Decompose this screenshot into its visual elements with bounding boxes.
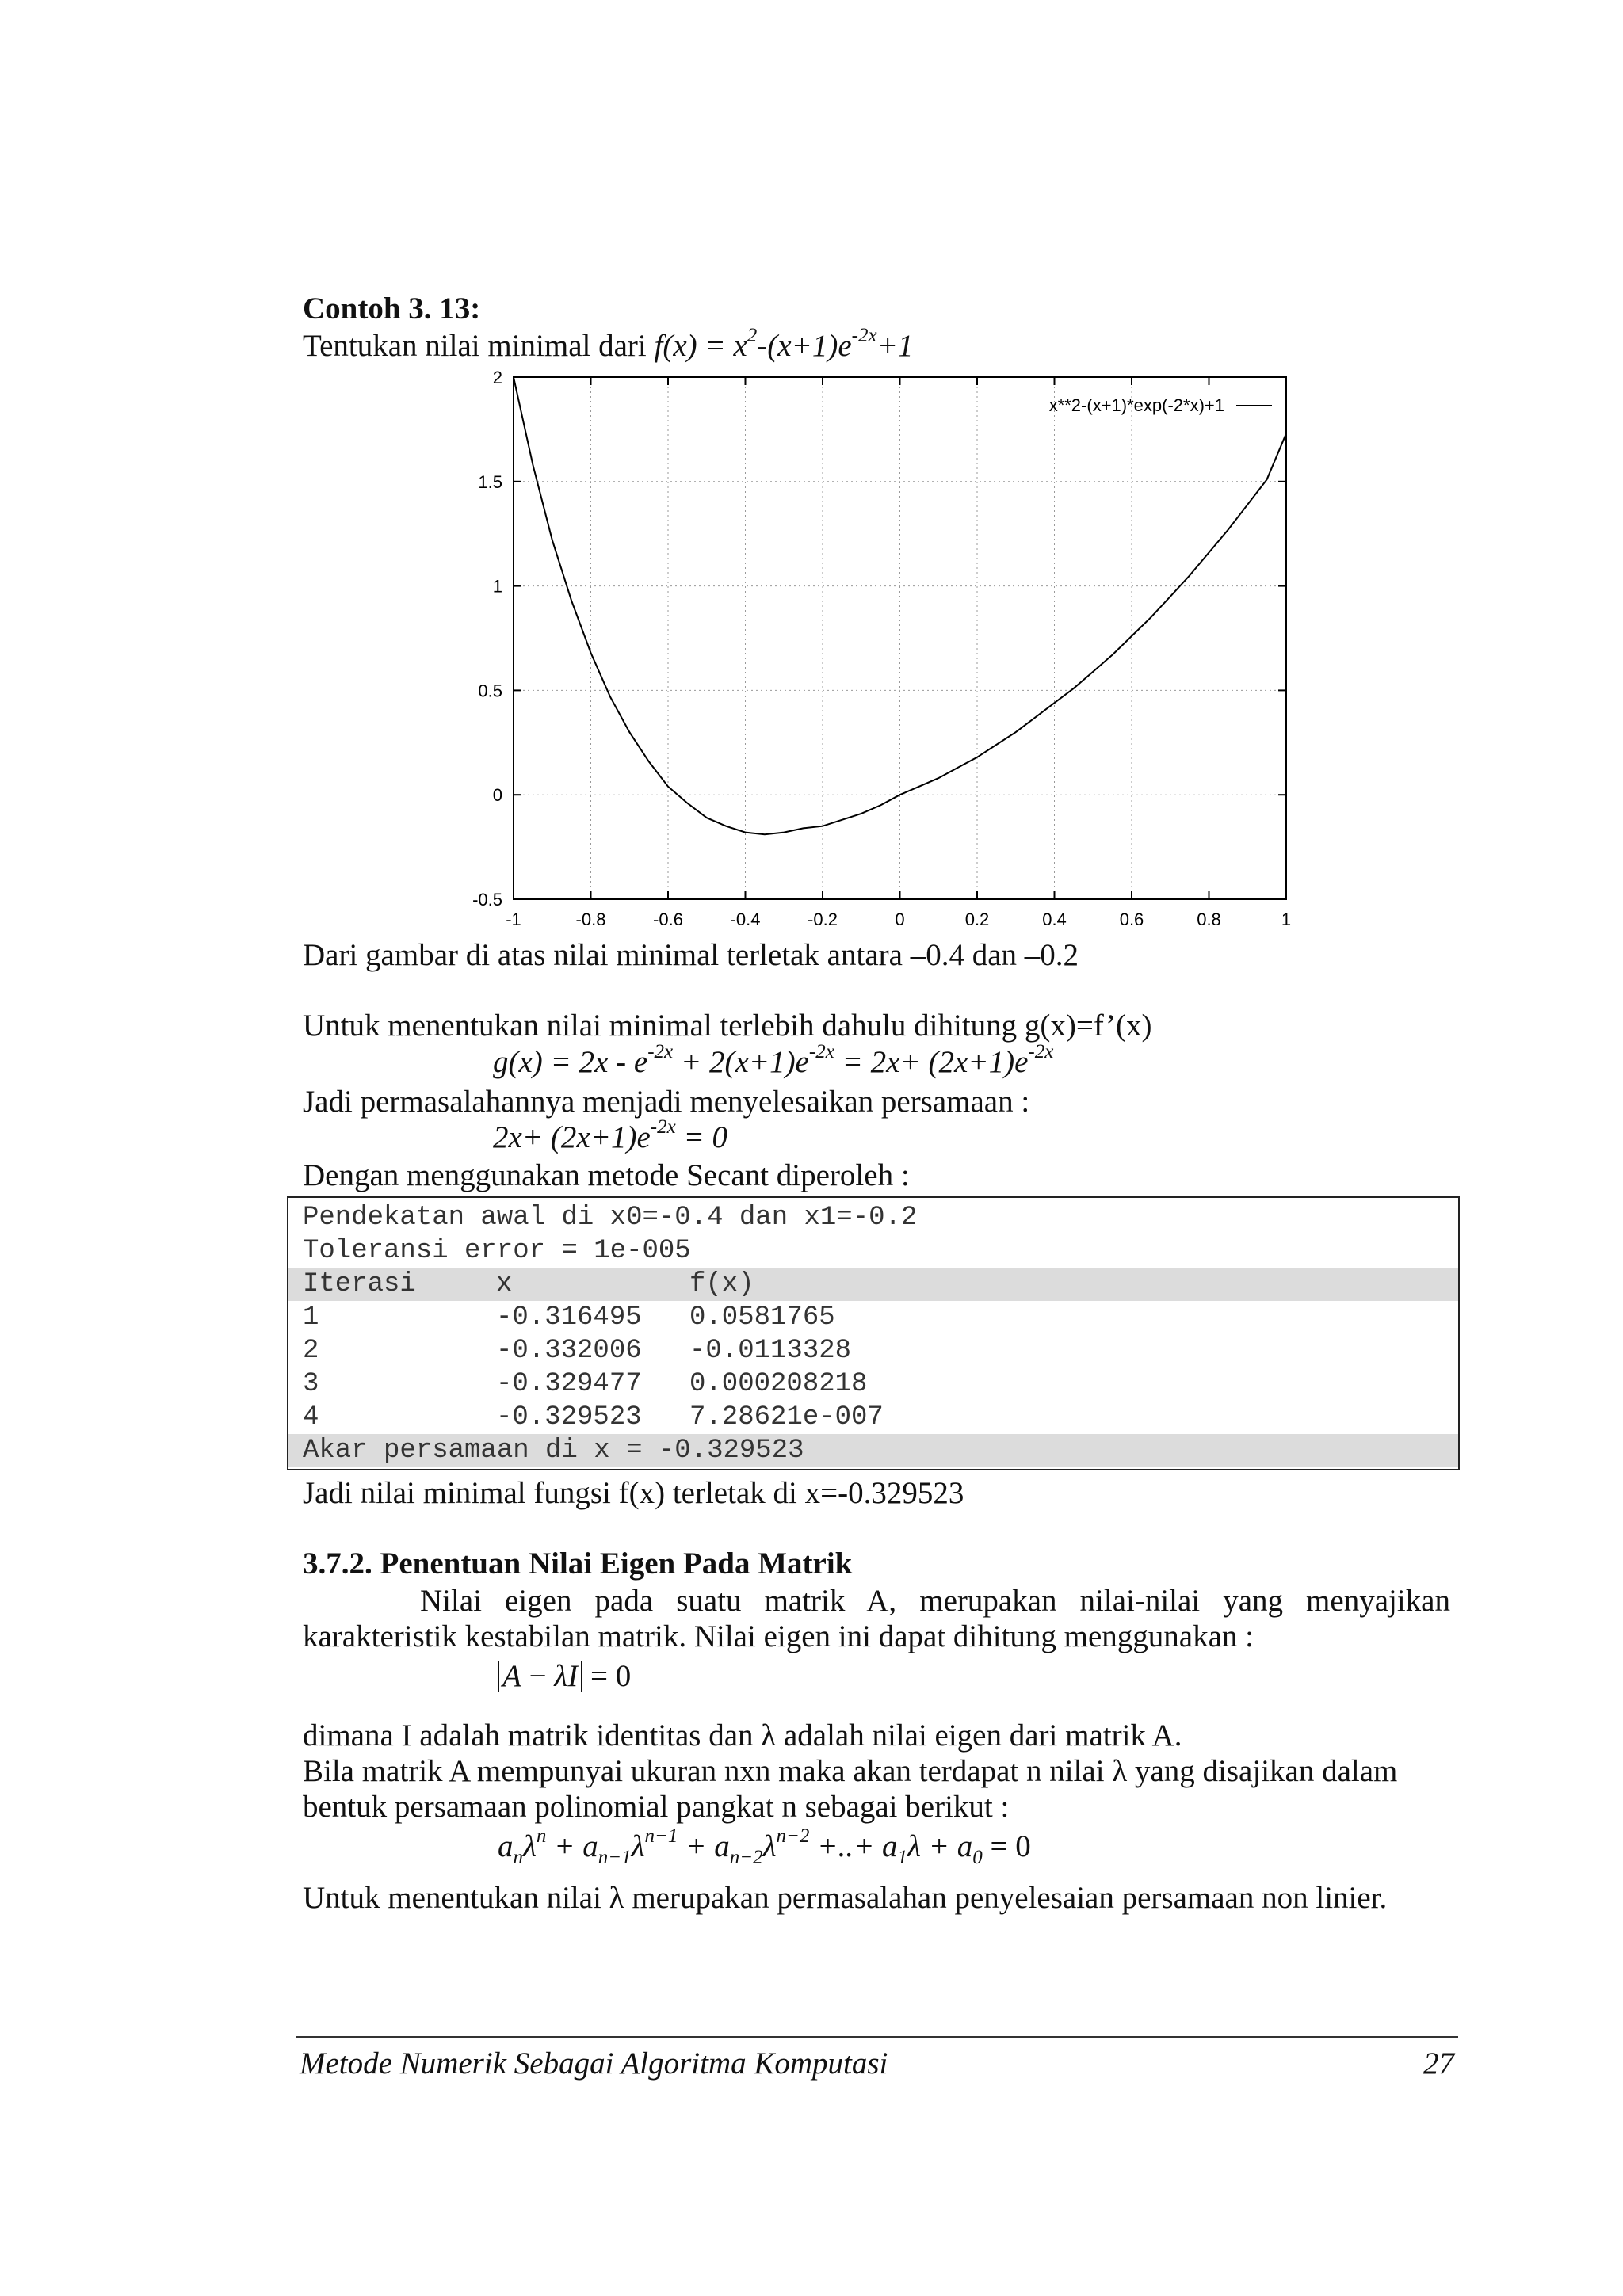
conclusion-text: Jadi nilai minimal fungsi f(x) terletak di x=-0.329523 (303, 1476, 964, 1510)
derivative-intro: Untuk menentukan nilai minimal terlebih dahulu dihitung g(x)=f’(x) (303, 1009, 1152, 1043)
paragraph-line: dimana I adalah matrik identitas dan λ adalah nilai eigen dari matrik A. (303, 1718, 1182, 1753)
chart-grid (514, 377, 1286, 899)
x-tick-label: 0.6 (1119, 910, 1144, 929)
paragraph-line: Nilai eigen pada suatu matrik A, merupakan nilai-nilai yang menyajikan (420, 1584, 1450, 1618)
problem-statement: Jadi permasalahannya menjadi menyelesaikan persamaan : (303, 1085, 1030, 1119)
y-tick-label: 1.5 (478, 471, 502, 492)
determinant-equation: A − λI = 0 (498, 1658, 631, 1695)
x-tick-label: 0.8 (1197, 910, 1221, 929)
result-line: Akar persamaan di x = -0.329523 (288, 1434, 1458, 1467)
example-title: Contoh 3. 13: (303, 292, 481, 326)
derivative-equation: $g(x) = 2x - e^{-2x} + 2(x+1)e^{-2x} = 2x+ (2x+1)e^{-2x}$ (493, 1041, 1054, 1079)
table-row: 3 -0.329477 0.000208218 (303, 1369, 868, 1399)
initial-approx-line: Pendekatan awal di x0=-0.4 dan x1=-0.2 (303, 1203, 918, 1233)
chart-ticks (472, 368, 1291, 929)
y-tick-label: -0.5 (472, 890, 502, 910)
x-tick-label: 0 (895, 910, 905, 929)
y-tick-label: 0 (492, 785, 502, 806)
y-tick-label: 2 (492, 368, 502, 387)
paragraph-line: Bila matrik A mempunyai ukuran nxn maka akan terdapat n nilai λ yang disajikan dalam (303, 1754, 1398, 1788)
target-equation: $2x+ (2x+1)e^{-2x} = 0$ (493, 1116, 728, 1154)
function-plot (444, 360, 1316, 943)
table-row: 2 -0.332006 -0.0113328 (303, 1336, 852, 1366)
x-tick-label: -0.4 (730, 910, 761, 929)
y-tick-label: 0.5 (478, 681, 502, 701)
function-formula: $f(x) = x^2-(x+1)e^{-2x}+1$ (654, 325, 914, 363)
table-row: 4 -0.329523 7.28621e-007 (303, 1402, 884, 1432)
method-intro: Dengan menggunakan metode Secant diperoleh : (303, 1158, 910, 1192)
x-tick-label: 0.2 (964, 910, 990, 929)
observation-text: Dari gambar di atas nilai minimal terletak antara –0.4 dan –0.2 (303, 938, 1079, 972)
x-tick-label: -1 (506, 910, 521, 929)
page-number: 27 (1423, 2046, 1454, 2081)
legend-label: x**2-(x+1)*exp(-2*x)+1 (1048, 395, 1224, 415)
plot-frame (514, 377, 1286, 899)
x-tick-label: -0.6 (653, 910, 683, 929)
secant-output-box (287, 1196, 1460, 1470)
tolerance-line: Toleransi error = 1e-005 (303, 1236, 691, 1266)
x-tick-label: 0.4 (1042, 910, 1067, 929)
paragraph-line: bentuk persamaan polinomial pangkat n sebagai berikut : (303, 1790, 1010, 1824)
x-tick-label: -0.2 (808, 910, 838, 929)
intro-text: Tentukan nilai minimal dari (303, 329, 655, 363)
x-tick-label: -0.8 (575, 910, 606, 929)
table-header: Iterasi x f(x) (288, 1268, 1458, 1301)
table-row: 1 -0.316495 0.0581765 (303, 1302, 835, 1333)
paragraph-line: Untuk menentukan nilai λ merupakan permasalahan penyelesaian persamaan non linier. (303, 1881, 1388, 1915)
example-intro (303, 325, 914, 364)
section-heading: 3.7.2. Penentuan Nilai Eigen Pada Matrik (303, 1547, 853, 1581)
footer-title: Metode Numerik Sebagai Algoritma Komputasi (300, 2046, 888, 2081)
x-tick-label: 1 (1281, 910, 1292, 929)
paragraph-line: karakteristik kestabilan matrik. Nilai eigen ini dapat dihitung menggunakan : (303, 1619, 1254, 1653)
footer-divider (296, 2036, 1458, 2038)
y-tick-label: 1 (492, 576, 502, 597)
polynomial-equation: $a_n\lambda^n + a_{n-1}\lambda^{n-1} + a_{n-2}\lambda^{n-2}$ +..+ $a_1\lambda + a_0 = 0$ (498, 1825, 1031, 1868)
